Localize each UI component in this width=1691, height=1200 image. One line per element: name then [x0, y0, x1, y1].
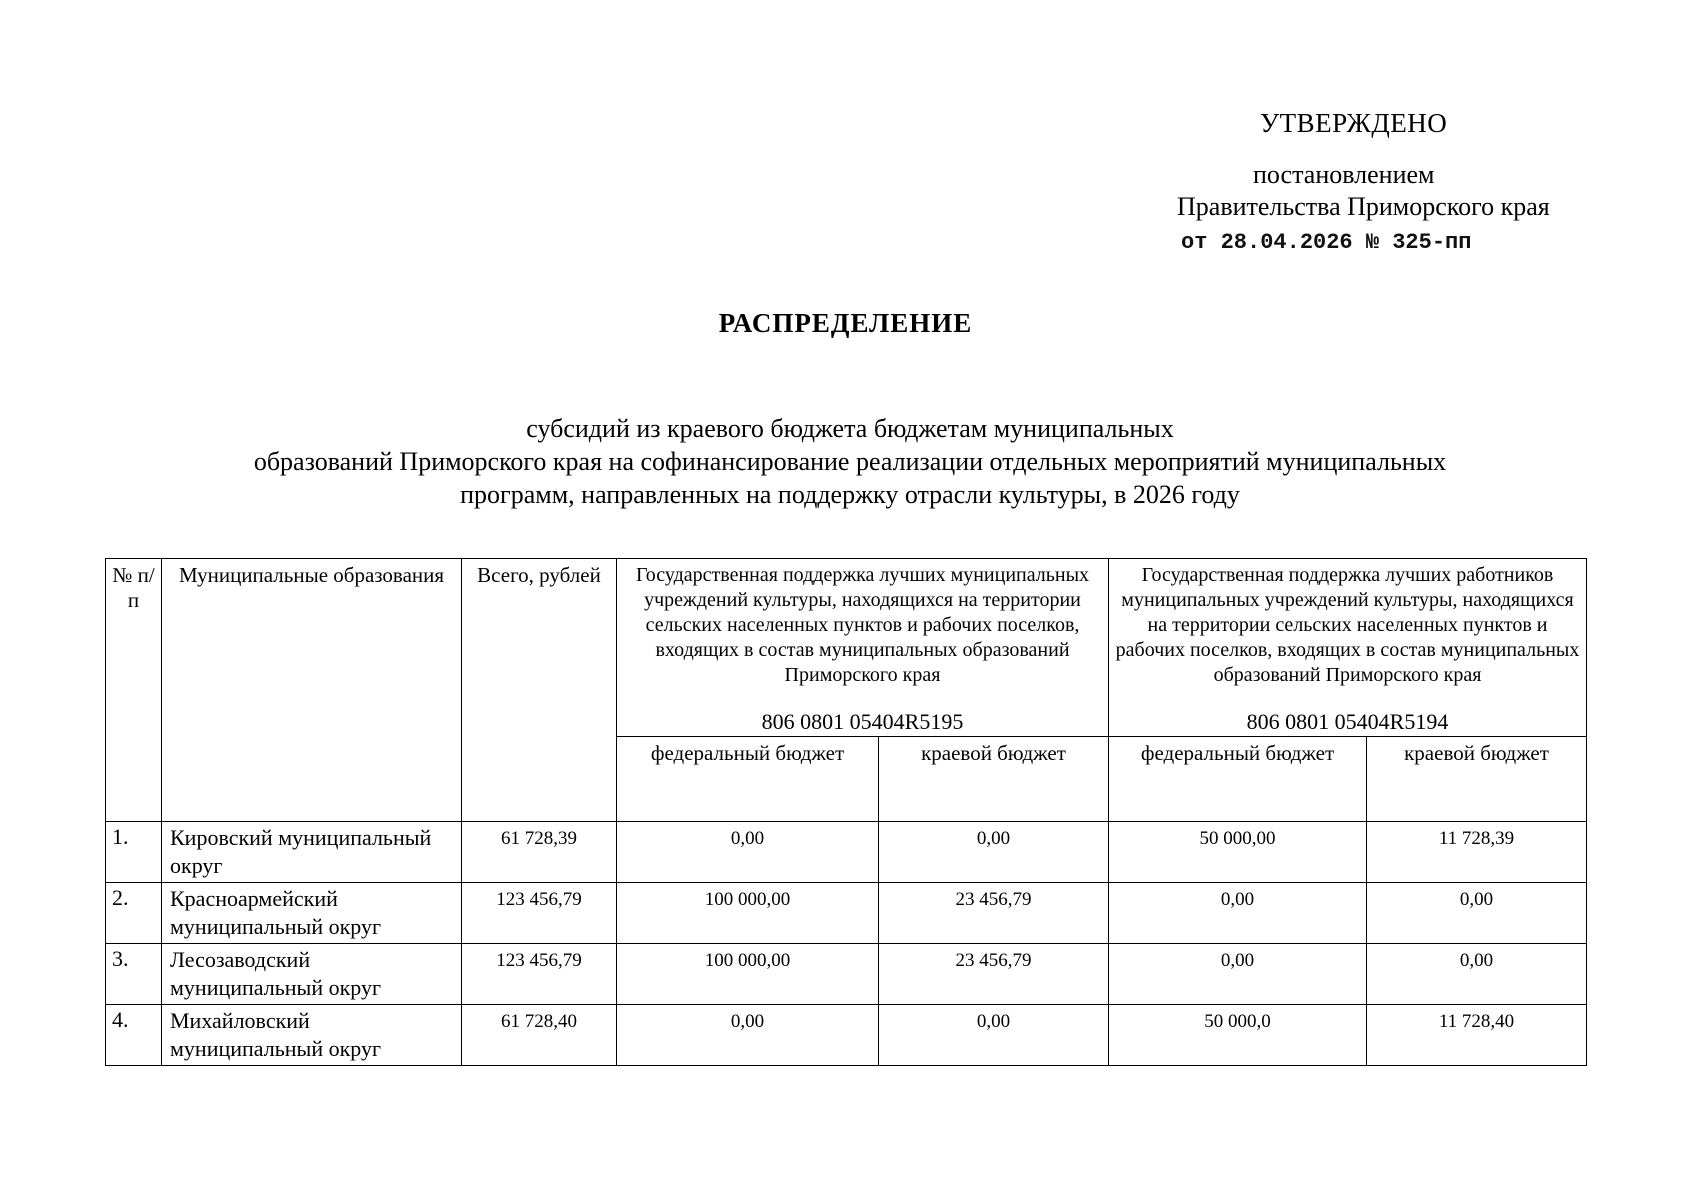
row-number: 2. [106, 883, 162, 944]
header-g2-regional: краевой бюджет [1367, 737, 1587, 822]
row-total: 123 456,79 [462, 883, 617, 944]
group-workers-code: 806 0801 05404R5194 [1246, 709, 1449, 734]
subtitle-line-3: программ, направленных на поддержку отрасли культуры, в 2026 году [460, 480, 1240, 509]
group-institutions-text: Государственная поддержка лучших муниципальных учреждений культуры, находящихся на территории сельских населенных пунктов и рабочих поселков, входящих в состав муниципальных образований Приморского края [635, 564, 1090, 686]
approved-label: УТВЕРЖДЕНО [1260, 108, 1448, 138]
row-municipality: Кировский муниципальный округ [162, 822, 462, 883]
header-group-institutions [617, 559, 1109, 737]
row-g2-federal: 0,00 [1109, 944, 1367, 1005]
header-g1-federal: федеральный бюджет [617, 737, 879, 822]
group-workers-text: Государственная поддержка лучших работников муниципальных учреждений культуры, находящихся на территории сельских населенных пунктов и рабочих поселков, входящих в состав муниципальных образований Приморского края [1115, 564, 1580, 686]
row-number: 3. [106, 944, 162, 1005]
row-g2-federal: 50 000,00 [1109, 822, 1367, 883]
decree-label: постановлением [1253, 160, 1435, 189]
group-institutions-code: 806 0801 05404R5195 [761, 709, 964, 734]
row-g1-regional: 23 456,79 [879, 883, 1109, 944]
document-subtitle [100, 412, 1600, 511]
row-g2-regional: 11 728,40 [1367, 1005, 1587, 1066]
header-number: № п/п [106, 559, 162, 822]
row-g2-federal: 0,00 [1109, 883, 1367, 944]
row-g1-regional: 0,00 [879, 822, 1109, 883]
row-g1-federal: 0,00 [617, 1005, 879, 1066]
header-g1-regional: краевой бюджет [879, 737, 1109, 822]
header-g2-federal: федеральный бюджет [1109, 737, 1367, 822]
row-g1-regional: 23 456,79 [879, 944, 1109, 1005]
row-g1-federal: 100 000,00 [617, 944, 879, 1005]
table-row [106, 1005, 1587, 1066]
row-g2-regional: 0,00 [1367, 883, 1587, 944]
table-row [106, 883, 1587, 944]
government-label: Правительства Приморского края [1177, 192, 1550, 221]
row-municipality: Михайловский муниципальный округ [162, 1005, 462, 1066]
row-g2-regional: 11 728,39 [1367, 822, 1587, 883]
row-number: 1. [106, 822, 162, 883]
header-total: Всего, рублей [462, 559, 617, 822]
row-number: 4. [106, 1005, 162, 1066]
table-row [106, 822, 1587, 883]
row-g2-federal: 50 000,0 [1109, 1005, 1367, 1066]
decree-number-stamp: от 28.04.2026 № 325-пп [1181, 230, 1472, 255]
row-total: 61 728,40 [462, 1005, 617, 1066]
row-municipality: Лесозаводский муниципальный округ [162, 944, 462, 1005]
row-g1-regional: 0,00 [879, 1005, 1109, 1066]
row-g2-regional: 0,00 [1367, 944, 1587, 1005]
document-title: РАСПРЕДЕЛЕНИЕ [718, 308, 973, 338]
subtitle-line-2: образований Приморского края на софинансирование реализации отдельных мероприятий муниципальных [253, 447, 1447, 476]
header-group-workers [1109, 559, 1587, 737]
row-municipality: Красноармейский муниципальный округ [162, 883, 462, 944]
header-municipality: Муниципальные образования [162, 559, 462, 822]
row-total: 61 728,39 [462, 822, 617, 883]
row-total: 123 456,79 [462, 944, 617, 1005]
distribution-table [105, 558, 1587, 1066]
row-g1-federal: 0,00 [617, 822, 879, 883]
table-row [106, 944, 1587, 1005]
row-g1-federal: 100 000,00 [617, 883, 879, 944]
subtitle-line-1: субсидий из краевого бюджета бюджетам муниципальных [526, 414, 1174, 443]
